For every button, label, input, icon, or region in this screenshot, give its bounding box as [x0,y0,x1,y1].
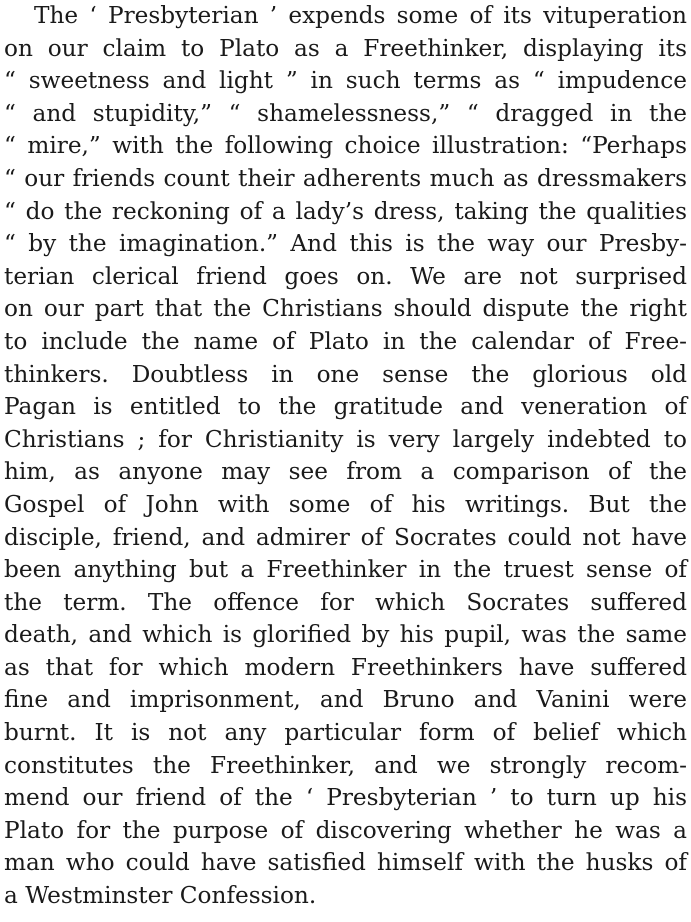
text-line: been anything but a Freethinker in the truest sense of [4,556,687,584]
text-line: him, as anyone may see from a comparison of the [4,458,687,486]
text-line: to include the name of Plato in the calendar of Free- [4,327,687,355]
text-line: “ our friends count their adherents much as dressmakers [4,164,687,192]
text-line: The ‘ Presbyterian ’ expends some of its vituperation [34,2,687,29]
text-line: Christians ; for Christianity is very largely indebted to [4,425,687,453]
text-line: the term. The offence for which Socrates suffered [4,588,687,616]
text-line: Plato for the purpose of discovering whether he was a [4,816,687,844]
text-line: on our claim to Plato as a Freethinker, displaying its [4,34,687,62]
text-line: “ by the imagination.” And this is the way our Presby- [4,230,687,258]
text-line: as that for which modern Freethinkers have suffered [4,653,687,681]
text-line: “ sweetness and light ” in such terms as “ impudence [4,67,687,95]
text-line: Gospel of John with some of his writings. But the [4,490,687,518]
text-line: Pagan is entitled to the gratitude and veneration of [4,393,687,421]
text-line: a Westminster Confession. [4,882,317,910]
text-line: constitutes the Freethinker, and we strongly recom- [4,751,687,779]
paragraph [4,0,687,913]
text-line: terian clerical friend goes on. We are not surprised [4,262,687,290]
text-line: man who could have satisfied himself with the husks of [4,849,687,877]
text-line: on our part that the Christians should dispute the right [4,295,687,323]
text-line: burnt. It is not any particular form of belief which [4,719,687,747]
text-line: “ and stupidity,” “ shamelessness,” “ dragged in the [4,99,687,127]
text-line: thinkers. Doubtless in one sense the glorious old [4,360,687,388]
text-line: mend our friend of the ‘ Presbyterian ’ to turn up his [4,784,687,812]
text-line: fine and imprisonment, and Bruno and Vanini were [4,686,687,714]
text-line: death, and which is glorified by his pupil, was the same [4,621,687,649]
text-line: “ do the reckoning of a lady’s dress, taking the qualities [4,197,687,225]
text-line: disciple, friend, and admirer of Socrates could not have [4,523,687,551]
text-line: “ mire,” with the following choice illustration: “Perhaps [4,132,687,160]
